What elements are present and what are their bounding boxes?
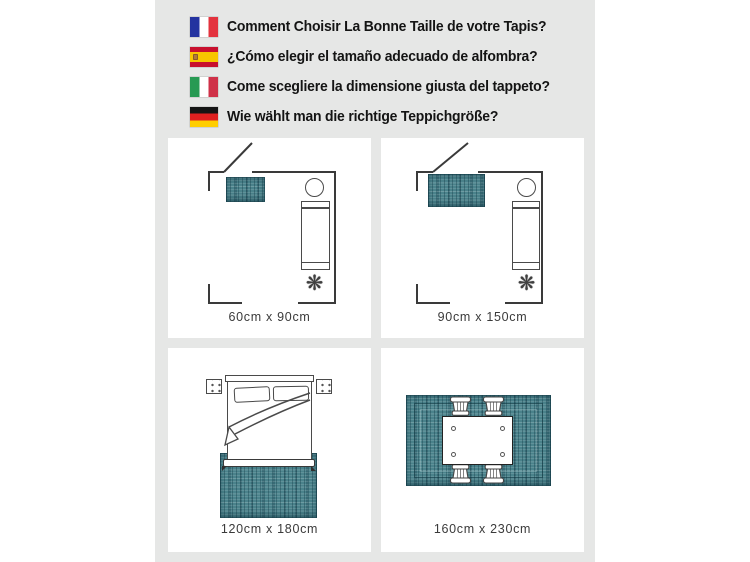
wall-segment — [334, 171, 336, 304]
nightstand-left-icon — [206, 379, 222, 394]
wall-segment — [416, 171, 418, 191]
wall-segment — [208, 284, 210, 304]
plant-icon: ❋ — [305, 272, 324, 295]
table-detail-dot — [500, 452, 505, 457]
bed-icon — [301, 201, 330, 270]
chair-icon — [448, 464, 473, 484]
panel-rug-60x90 — [168, 138, 371, 338]
table-detail-dot — [451, 452, 456, 457]
chair-icon — [448, 396, 473, 416]
chair-icon — [481, 396, 506, 416]
wall-segment — [541, 171, 543, 304]
size-label: 60cm x 90cm — [228, 310, 311, 324]
wall-segment — [416, 171, 433, 173]
panel-rug-120x180 — [168, 348, 371, 552]
rug-60x90 — [226, 177, 265, 202]
door-swing-icon — [381, 138, 584, 338]
wall-segment — [252, 171, 336, 173]
header-text-spanish: ¿Cómo elegir el tamaño adecuado de alfombra? — [227, 48, 538, 65]
header-text-italian: Come scegliere la dimensione giusta del tappeto? — [227, 78, 550, 95]
pillow-right-icon — [273, 386, 309, 402]
wall-segment — [208, 171, 210, 191]
size-label: 160cm x 230cm — [433, 522, 532, 536]
wall-segment — [505, 302, 543, 304]
wall-segment — [416, 284, 418, 304]
nightstand-right-icon — [316, 379, 332, 394]
size-label: 120cm x 180cm — [220, 522, 319, 536]
wall-segment — [416, 302, 450, 304]
bed-foot-rail — [223, 459, 315, 467]
table-detail-dot — [451, 426, 456, 431]
spain-flag-icon — [190, 47, 218, 67]
italy-flag-icon — [190, 77, 218, 97]
panel-rug-160x230 — [381, 348, 584, 552]
table-detail-dot — [500, 426, 505, 431]
panel-rug-90x150 — [381, 138, 584, 338]
bedside-table-icon — [305, 178, 324, 197]
germany-flag-icon — [190, 107, 218, 127]
chair-icon — [481, 464, 506, 484]
size-label: 90cm x 150cm — [437, 310, 528, 324]
wall-segment — [478, 171, 543, 173]
wall-segment — [298, 302, 336, 304]
wall-segment — [208, 302, 242, 304]
pillow-left-icon — [234, 386, 271, 403]
bed-icon — [512, 201, 540, 270]
dining-table-icon — [442, 416, 513, 465]
rug-90x150 — [428, 174, 485, 207]
bedside-table-icon — [517, 178, 536, 197]
header-text-german: Wie wählt man die richtige Teppichgröße? — [227, 108, 499, 125]
headboard — [225, 375, 314, 382]
france-flag-icon — [190, 17, 218, 37]
header-text-french: Comment Choisir La Bonne Taille de votre Tapis? — [227, 18, 547, 35]
door-swing-icon — [168, 138, 371, 338]
wall-segment — [208, 171, 224, 173]
plant-icon: ❋ — [517, 272, 536, 295]
